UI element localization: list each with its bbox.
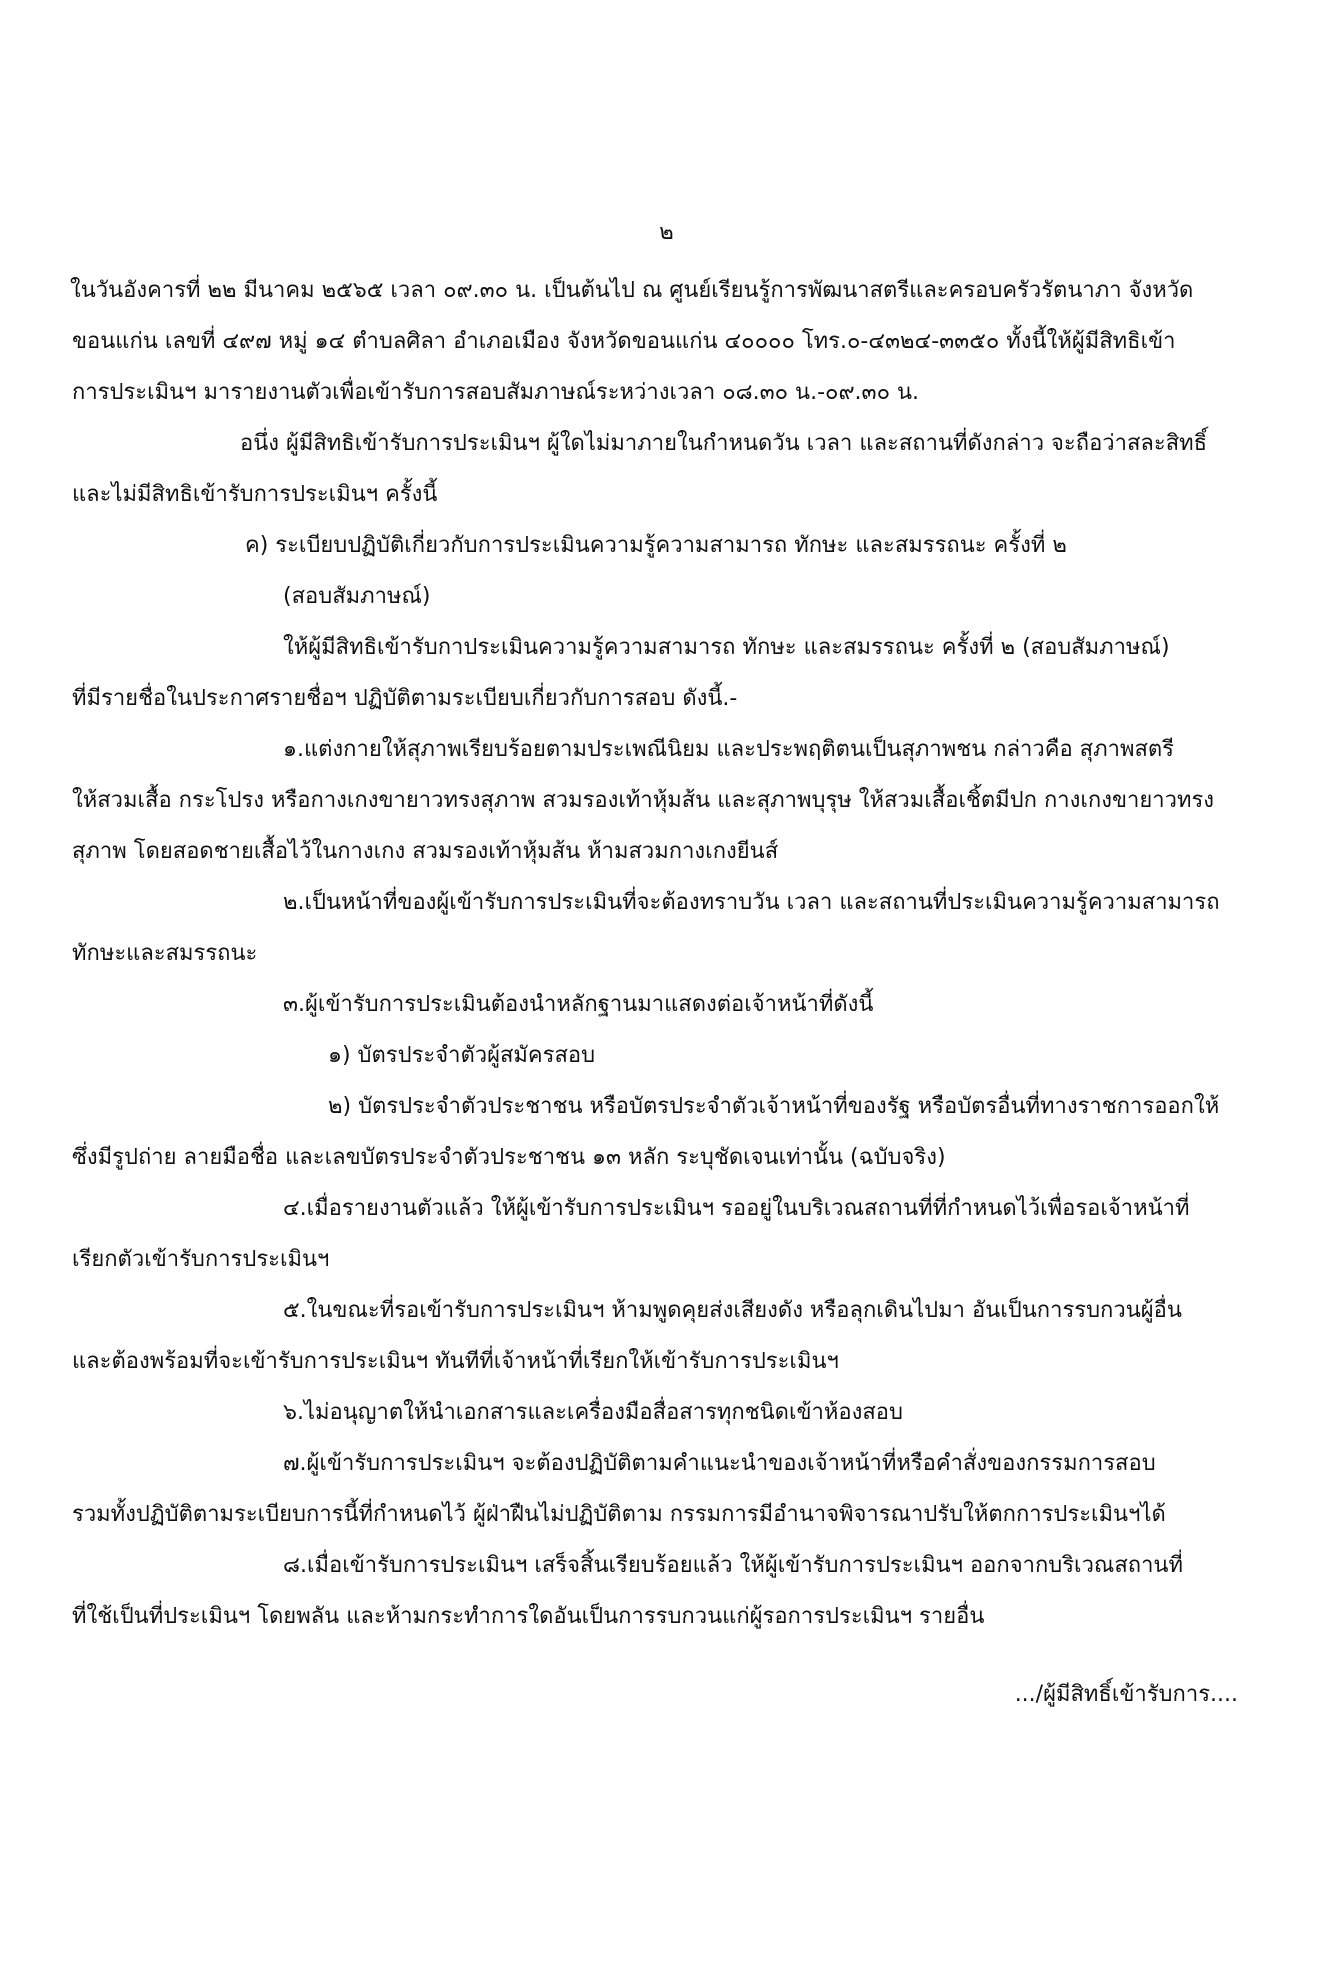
- rule-3-line-1: ๓.ผู้เข้ารับการประเมินต้องนำหลักฐานมาแสดงต่อเจ้าหน้าที่ดังนี้: [283, 992, 874, 1017]
- section-c-intro-line-2: ที่มีรายชื่อในประกาศรายชื่อฯ ปฏิบัติตามระเบียบเกี่ยวกับการสอบ ดังนี้.-: [72, 686, 738, 711]
- intro-line-3: การประเมินฯ มารายงานตัวเพื่อเข้ารับการสอบสัมภาษณ์ระหว่างเวลา ๐๘.๓๐ น.-๐๙.๓๐ น.: [72, 380, 920, 405]
- rule-5-line-1: ๕.ในขณะที่รอเข้ารับการประเมินฯ ห้ามพูดคุยส่งเสียงดัง หรือลุกเดินไปมา อันเป็นการรบกวนผู้อื่น: [283, 1298, 1182, 1323]
- rule-4-line-2: เรียกตัวเข้ารับการประเมินฯ: [72, 1247, 330, 1272]
- rule-1-line-2: ให้สวมเสื้อ กระโปรง หรือกางเกงขายาวทรงสุภาพ สวมรองเท้าหุ้มส้น และสุภาพบุรุษ ให้สวมเสื้อเชิ้ตมีปก กางเกงขายาวทรง: [72, 788, 1215, 813]
- section-c-heading: ค) ระเบียบปฏิบัติเกี่ยวกับการประเมินความรู้ความสามารถ ทักษะ และสมรรถนะ ครั้งที่ ๒: [245, 533, 1067, 558]
- rule-3-item-1: ๑) บัตรประจำตัวผู้สมัครสอบ: [328, 1043, 596, 1068]
- rule-8-line-1: ๘.เมื่อเข้ารับการประเมินฯ เสร็จสิ้นเรียบร้อยแล้ว ให้ผู้เข้ารับการประเมินฯ ออกจากบริเวณสถานที่: [283, 1553, 1183, 1578]
- section-c-intro-line-1: ให้ผู้มีสิทธิเข้ารับกาประเมินความรู้ความสามารถ ทักษะ และสมรรถนะ ครั้งที่ ๒ (สอบสัมภาษณ์): [283, 635, 1170, 660]
- rule-3-item-2: ๒) บัตรประจำตัวประชาชน หรือบัตรประจำตัวเจ้าหน้าที่ของรัฐ หรือบัตรอื่นที่ทางราชการออกให้: [328, 1094, 1220, 1119]
- intro-line-1: ในวันอังคารที่ ๒๒ มีนาคม ๒๕๖๕ เวลา ๐๙.๓๐ น. เป็นต้นไป ณ ศูนย์เรียนรู้การพัฒนาสตรีและครอบครัวรัตนาภา จังหวัด: [70, 278, 1194, 303]
- rule-2-line-2: ทักษะและสมรรถนะ: [72, 941, 258, 966]
- rule-3-item-2-cont: ซึ่งมีรูปถ่าย ลายมือชื่อ และเลขบัตรประจำตัวประชาชน ๑๓ หลัก ระบุชัดเจนเท่านั้น (ฉบับจริง): [72, 1145, 946, 1170]
- notice-line-1: อนึ่ง ผู้มีสิทธิเข้ารับการประเมินฯ ผู้ใดไม่มาภายในกำหนดวัน เวลา และสถานที่ดังกล่าว จะถือว่าสละสิทธิ์: [240, 431, 1208, 456]
- continuation-marker: .../ผู้มีสิทธิ์เข้ารับการ....: [1014, 1682, 1238, 1707]
- rule-7-line-1: ๗.ผู้เข้ารับการประเมินฯ จะต้องปฏิบัติตามคำแนะนำของเจ้าหน้าที่หรือคำสั่งของกรรมการสอบ: [283, 1451, 1156, 1476]
- page-number: ๒: [659, 220, 674, 245]
- rule-2-line-1: ๒.เป็นหน้าที่ของผู้เข้ารับการประเมินที่จะต้องทราบวัน เวลา และสถานที่ประเมินความรู้ความสามารถ: [283, 890, 1220, 915]
- rule-7-line-2: รวมทั้งปฏิบัติตามระเบียบการนี้ที่กำหนดไว้ ผู้ฝ่าฝืนไม่ปฏิบัติตาม กรรมการมีอำนาจพิจารณาปรับให้ตกการประเมินฯได้: [72, 1502, 1166, 1527]
- rule-1-line-1: ๑.แต่งกายให้สุภาพเรียบร้อยตามประเพณีนิยม และประพฤติตนเป็นสุภาพชน กล่าวคือ สุภาพสตรี: [283, 737, 1174, 762]
- section-c-heading-sub: (สอบสัมภาษณ์): [283, 584, 431, 609]
- rule-6-line-1: ๖.ไม่อนุญาตให้นำเอกสารและเครื่องมือสื่อสารทุกชนิดเข้าห้องสอบ: [283, 1400, 903, 1425]
- rule-8-line-2: ที่ใช้เป็นที่ประเมินฯ โดยพลัน และห้ามกระทำการใดอันเป็นการรบกวนแก่ผู้รอการประเมินฯ รายอื่น: [72, 1604, 985, 1629]
- rule-4-line-1: ๔.เมื่อรายงานตัวแล้ว ให้ผู้เข้ารับการประเมินฯ รออยู่ในบริเวณสถานที่ที่กำหนดไว้เพื่อรอเจ้าหน้าที่: [283, 1196, 1190, 1221]
- notice-line-2: และไม่มีสิทธิเข้ารับการประเมินฯ ครั้งนี้: [72, 482, 438, 507]
- rule-5-line-2: และต้องพร้อมที่จะเข้ารับการประเมินฯ ทันทีที่เจ้าหน้าที่เรียกให้เข้ารับการประเมินฯ: [72, 1349, 839, 1374]
- intro-line-2: ขอนแก่น เลขที่ ๔๙๗ หมู่ ๑๔ ตำบลศิลา อำเภอเมือง จังหวัดขอนแก่น ๔๐๐๐๐ โทร.๐-๔๓๒๔-๓๓๕๐ ทั้งนี้ให้ผู้มีสิทธิเข้า: [72, 329, 1176, 354]
- rule-1-line-3: สุภาพ โดยสอดชายเสื้อไว้ในกางเกง สวมรองเท้าหุ้มส้น ห้ามสวมกางเกงยีนส์: [72, 839, 779, 864]
